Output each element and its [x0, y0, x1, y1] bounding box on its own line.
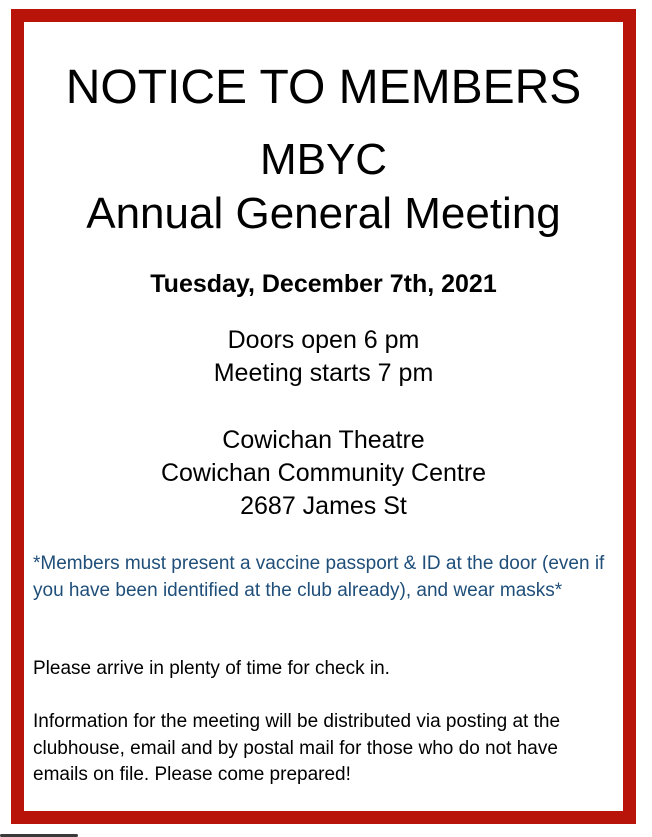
arrive-note: Please arrive in plenty of time for check in.	[33, 658, 390, 679]
event-date: Tuesday, December 7th, 2021	[150, 270, 497, 298]
venue-building: Cowichan Community Centre	[160, 459, 487, 487]
notice-content	[24, 22, 623, 811]
doors-open-time: Doors open 6 pm	[227, 326, 420, 354]
event-venue	[24, 424, 623, 523]
notice-title: NOTICE TO MEMBERS	[65, 61, 582, 114]
notice-frame	[11, 9, 636, 824]
event-times	[24, 324, 623, 390]
meeting-start-time: Meeting starts 7 pm	[213, 359, 434, 387]
venue-address: 2687 James St	[240, 492, 407, 520]
club-name: MBYC	[259, 135, 388, 184]
event-name: Annual General Meeting	[86, 189, 561, 238]
vaccine-note: *Members must present a vaccine passport & ID at the door (even if you have been identified at the club already), and wear masks*	[33, 553, 605, 601]
venue-name: Cowichan Theatre	[222, 426, 425, 454]
info-note: Information for the meeting will be distributed via posting at the clubhouse, email and by postal mail for those who do not have emails on file. Please come prepared!	[33, 711, 561, 785]
